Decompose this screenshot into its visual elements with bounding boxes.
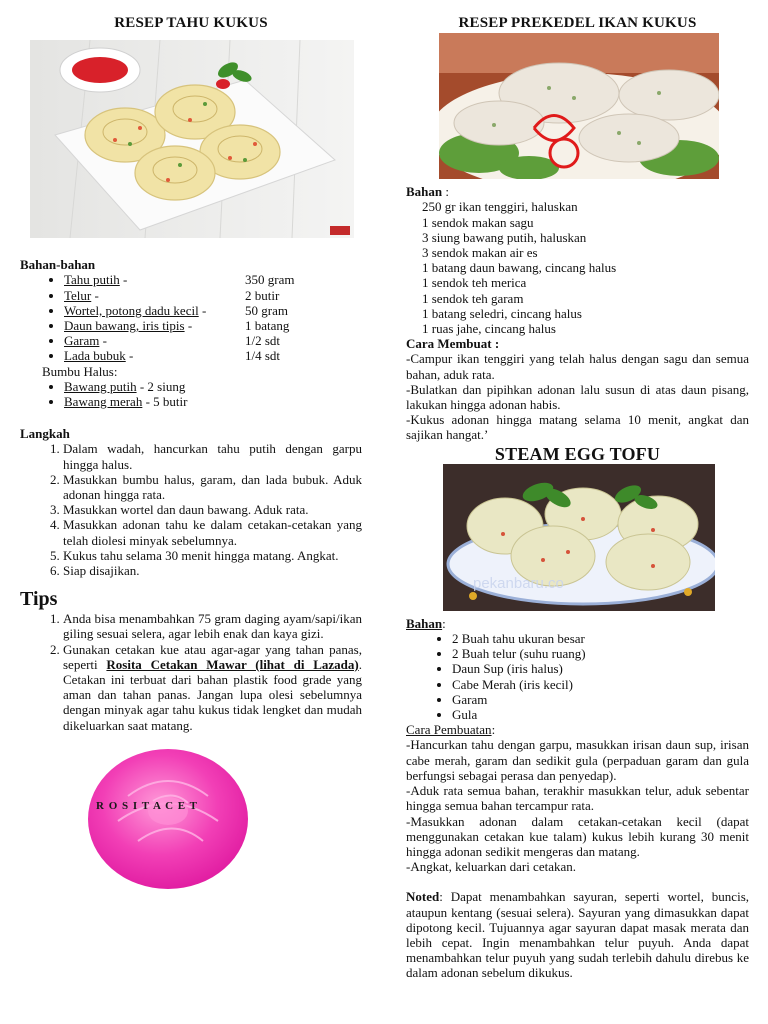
steps-heading: Langkah	[20, 426, 70, 442]
list-item: 1. Dalam wadah, hancurkan tahu putih dengan garpu hingga halus.	[63, 441, 362, 471]
tahu-kukus-title: RESEP TAHU KUKUS	[114, 15, 268, 31]
cara-membuat-steps	[406, 351, 749, 442]
steam-egg-tofu-photo	[443, 464, 715, 611]
noted-label: Noted	[406, 889, 440, 905]
list-item: • 2 Buah tahu ukuran besar	[452, 631, 749, 646]
tips-list	[20, 611, 362, 733]
list-item: • 2 Buah telur (suhu ruang)	[452, 646, 749, 661]
list-item: • Daun bawang, iris tipis - 1 batang	[64, 318, 362, 333]
list-item: • Bawang putih - 2 siung	[64, 379, 362, 394]
list-item: 1 sendok teh merica	[422, 275, 527, 291]
right-column	[406, 0, 749, 981]
list-item: -Hancurkan tahu dengan garpu, masukkan irisan daun sup, irisan cabe merah, garam dan sedikit gula (perpaduan garam dan gula berfungsi sebagai perasa dan penyedap).	[406, 737, 749, 783]
ingredients-list	[20, 272, 362, 363]
list-item: 1 sendok teh garam	[422, 290, 524, 306]
list-item: • Gula	[452, 707, 749, 722]
list-item: -Kukus adonan hingga matang selama 10 menit, angkat dan sajikan hangat.’	[406, 412, 749, 443]
cara-pembuatan-label: Cara Pembuatan	[406, 722, 492, 738]
list-item: • Daun Sup (iris halus)	[452, 661, 749, 676]
list-item: 1 batang daun bawang, cincang halus	[422, 260, 617, 276]
bahan2-list	[406, 631, 749, 722]
list-item: • Telur - 2 butir	[64, 288, 362, 303]
noted-paragraph: Noted: Dapat menambahkan sayuran, seperti wortel, buncis, ataupun kentang (sesuai selera). Sayuran yang dimasukkan dapat dipotong kecil. Tujuannya agar sayuran dapat masak merata dan lebih cepat. Ingin menambahkan telur puyuh. Anda dapat menambahkan telur puyuh yang sudah terlebih dahulu direbus ke dalam adonan sebelum dikukus.	[406, 889, 749, 981]
list-item: 4. Masukkan adonan tahu ke dalam cetakan-cetakan yang telah diolesi minyak sebelumnya.	[63, 517, 362, 547]
fish-cake-plate-icon	[439, 33, 719, 179]
list-item: 5. Kukus tahu selama 30 menit hingga matang. Angkat.	[63, 548, 362, 563]
list-item: 1. Anda bisa menambahkan 75 gram daging ayam/sapi/ikan giling sesuai selera, agar lebih enak dan kaya gizi.	[63, 611, 362, 641]
list-item: • Garam	[452, 692, 749, 707]
list-item: -Campur ikan tenggiri yang telah halus dengan sagu dan semua bahan, aduk rata.	[406, 351, 749, 382]
bumbu-list	[20, 379, 362, 409]
list-item: • Tahu putih - 350 gram	[64, 272, 362, 287]
list-item: • Cabe Merah (iris kecil)	[452, 677, 749, 692]
list-item: 3 siung bawang putih, haluskan	[422, 229, 587, 245]
list-item: • Lada bubuk - 1/4 sdt	[64, 348, 362, 363]
list-item: 6. Siap disajikan.	[63, 563, 362, 578]
photo-watermark: pekanbaru.co	[473, 574, 564, 592]
rosita-link[interactable]: Rosita Cetakan Mawar (lihat di Lazada)	[106, 656, 359, 672]
list-item: -Aduk rata semua bahan, terakhir masukkan telur, aduk sebentar hingga semua bahan tercampur rata.	[406, 783, 749, 814]
ingredients-section	[20, 257, 362, 409]
list-item: 1 batang seledri, cincang halus	[422, 305, 582, 321]
bahan-label: Bahan	[406, 184, 443, 200]
steps-section	[20, 426, 362, 578]
cara-membuat-label: Cara Membuat :	[406, 336, 500, 352]
bumbu-heading: Bumbu Halus:	[42, 363, 118, 379]
list-item: • Garam - 1/2 sdt	[64, 333, 362, 348]
left-column	[20, 0, 362, 891]
cara-pembuatan-steps	[406, 737, 749, 874]
list-item: 2. Gunakan cetakan kue atau agar-agar yang tahan panas, seperti Rosita Cetakan Mawar (lihat di Lazada). Cetakan ini terbuat dari bahan plastik food grade yang aman dan tahan panas. Jangan lupa olesi sebelumnya dengan minyak agar tahu kukus tidak lengket dan mudah dikeluarkan saat matang.	[63, 642, 362, 733]
list-item: 250 gr ikan tenggiri, haluskan	[422, 199, 578, 215]
list-item: -Masukkan adonan dalam cetakan-cetakan kecil (dapat menggunakan cetakan kue talam) kukus lebih kurang 30 menit hingga adonan sedikit mengeras dan matang.	[406, 813, 749, 859]
bahan-list	[406, 199, 749, 336]
steps-list	[20, 441, 362, 578]
steam-egg-tofu-title: STEAM EGG TOFU	[494, 443, 661, 464]
list-item: 1 ruas jahe, cincang halus	[422, 321, 556, 337]
steam-bahan-section: Bahan: • 2 Buah tahu ukuran besar • 2 Buah telur (suhu ruang) • Daun Sup (iris halus) • Cabe Merah (iris kecil) • Garam • Gula Cara Pembuatan: -Hancurkan tahu dengan garpu, masukkan irisan daun sup, irisan cabe merah, garam dan sedikit gula (perpaduan garam dan gula berfungsi sebagai perasa dan penyedap). -Aduk rata semua bahan, terakhir masukkan telur, aduk sebentar hingga semua bahan tercampur rata. -Masukkan adonan dalam cetakan-cetakan kecil (dapat menggunakan cetakan kue talam) kukus lebih kurang 30 menit hingga adonan sedikit mengeras dan matang. -Angkat, keluarkan dari cetakan. Noted: Dapat menambahkan sayuran, seperti wortel, buncis, ataupun kentang (sesuai selera). Sayuran yang dimasukkan dapat dipotong kecil. Tujuannya agar sayuran dapat masak merata dan lebih cepat. Ingin menambahkan telur puyuh. Anda dapat menambahkan telur puyuh yang sudah terlebih dahulu direbus ke dalam adonan sebelum dikukus.	[406, 616, 749, 981]
list-item: 3. Masukkan wortel dan daun bawang. Aduk rata.	[63, 502, 362, 517]
tahu-kukus-photo	[30, 40, 354, 238]
prekedel-bahan-section: Bahan : 250 gr ikan tenggiri, haluskan 1 sendok makan sagu 3 siung bawang putih, haluskan 3 sendok makan air es 1 batang daun bawang, cincang halus 1 sendok teh merica 1 sendok teh garam 1 batang seledri, cincang halus 1 ruas jahe, cincang halus Cara Membuat : -Campur ikan tenggiri yang telah halus dengan sagu dan semua bahan, aduk rata. -Bulatkan dan pipihkan adonan lalu susun di atas daun pisang, lakukan hingga adonan habis. -Kukus adonan hingga matang selama 10 menit, angkat dan sajikan hangat.’	[406, 184, 749, 443]
ingredients-heading: Bahan-bahan	[20, 257, 96, 273]
list-item: • Wortel, potong dadu kecil - 50 gram	[64, 303, 362, 318]
tips-heading: Tips	[20, 588, 58, 611]
mold-brand-text: R O S I T A C E T	[96, 799, 198, 812]
tofu-flower-plate-icon	[30, 40, 354, 238]
prekedel-title: RESEP PREKEDEL IKAN KUKUS	[458, 15, 697, 31]
tips-section	[20, 587, 362, 733]
list-item: -Bulatkan dan pipihkan adonan lalu susun di atas daun pisang, lakukan hingga adonan habis.	[406, 381, 749, 413]
rosita-mold-photo	[78, 741, 288, 891]
list-item: 2. Masukkan bumbu halus, garam, dan lada bubuk. Aduk adonan hingga rata.	[63, 472, 362, 502]
list-item: 1 sendok makan sagu	[422, 214, 534, 230]
bahan2-label: Bahan	[406, 615, 443, 631]
list-item: -Angkat, keluarkan dari cetakan.	[406, 859, 577, 875]
list-item: • Bawang merah - 5 butir	[64, 394, 362, 409]
list-item: 3 sendok makan air es	[422, 245, 538, 261]
rose-mold-icon	[78, 741, 288, 891]
prekedel-photo	[439, 33, 719, 179]
